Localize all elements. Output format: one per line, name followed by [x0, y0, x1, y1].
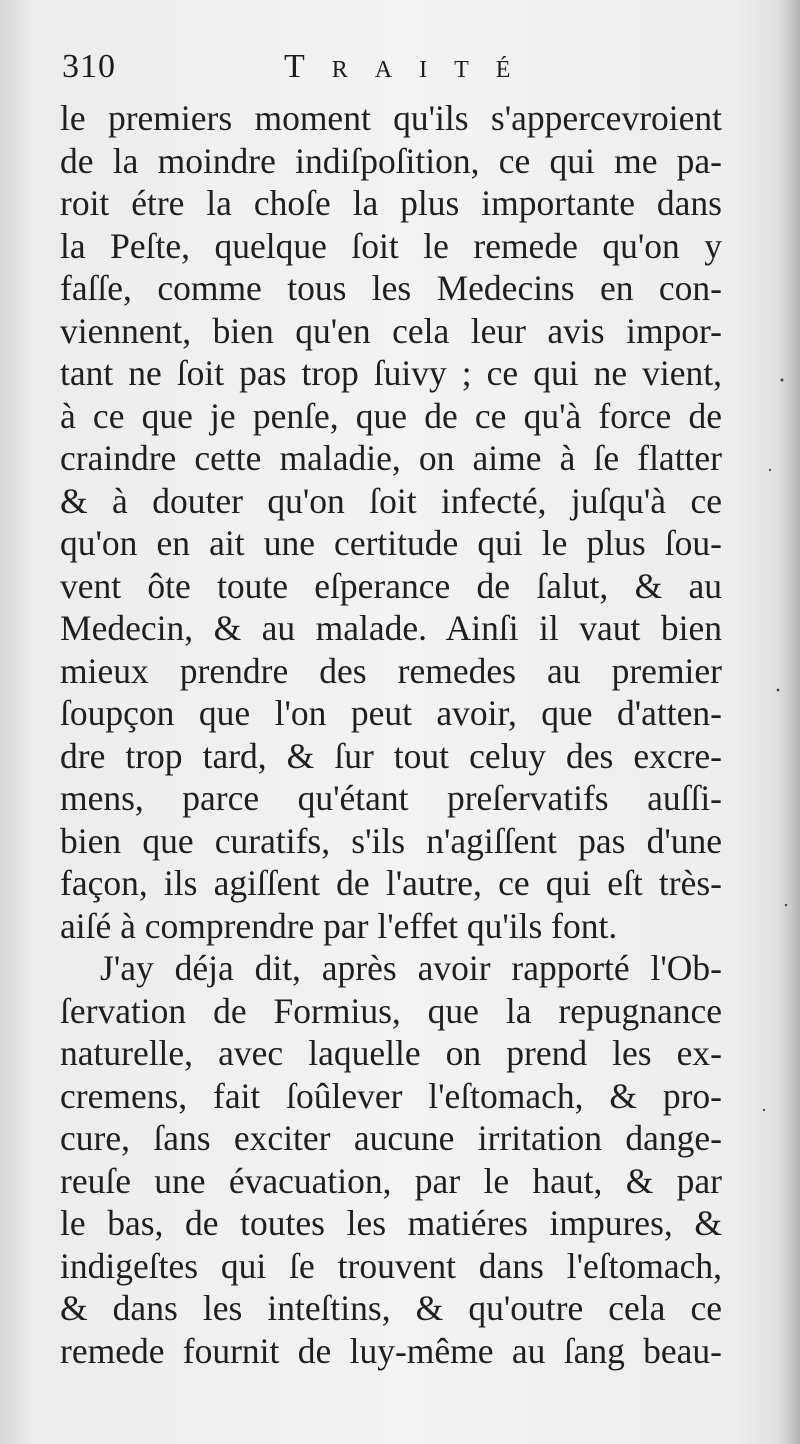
text-line: Medecin, & au malade. Ainſi il vaut bien: [60, 608, 722, 648]
text-line: le bas, de toutes les matiéres impures, &: [60, 1203, 722, 1243]
text-line: & dans les inteſtins, & qu'outre cela ce: [60, 1288, 722, 1328]
text-line: le premiers moment qu'ils s'appercevroient: [60, 98, 722, 138]
text-line: aiſé à comprendre par l'effet qu'ils font.: [60, 905, 618, 946]
text-line: reuſe une évacuation, par le haut, & par: [60, 1160, 722, 1201]
text-line: bien que curatifs, s'ils n'agiſſent pas d'une: [60, 820, 722, 861]
text-line: qu'on en ait une certitude qui le plus ſou-: [60, 523, 722, 563]
text-line: roit étre la choſe la plus importante dans: [60, 183, 722, 223]
text-line: mieux prendre des remedes au premier: [60, 650, 722, 691]
text-line: naturelle, avec laquelle on prend les ex-: [60, 1033, 722, 1073]
text-line: indigeſtes qui ſe trouvent dans l'eſtomach,: [60, 1245, 722, 1286]
text-line: mens, parce qu'étant preſervatifs auſſi-: [60, 778, 722, 818]
text-line: faſſe, comme tous les Medecins en con-: [60, 268, 722, 308]
text-line: vent ôte toute eſperance de ſalut, & au: [60, 565, 722, 606]
text-line: ſervation de Formius, que la repugnance: [60, 990, 722, 1031]
text-line: cure, ſans exciter aucune irritation dange-: [60, 1118, 722, 1158]
text-line: viennent, bien qu'en cela leur avis impor-: [60, 310, 722, 351]
paragraph-1: [60, 97, 722, 947]
text-line: craindre cette maladie, on aime à ſe flatter: [60, 438, 722, 478]
text-line: & à douter qu'on ſoit infecté, juſqu'à ce: [60, 480, 722, 521]
text-line: tant ne ſoit pas trop ſuivy ; ce qui ne vient,: [60, 353, 722, 393]
margin-specks-decoration: [752, 0, 792, 1444]
paragraph-2: [60, 947, 722, 1372]
text-line: J'ay déja dit, après avoir rapporté l'Ob-: [100, 948, 722, 988]
text-line: remede fournit de luy-même au ſang beau-: [60, 1330, 722, 1371]
text-line: dre trop tard, & ſur tout celuy des excre-: [60, 735, 722, 776]
text-line: cremens, fait ſoûlever l'eſtomach, & pro-: [60, 1075, 722, 1116]
page-header: [62, 42, 732, 92]
text-line: à ce que je penſe, que de ce qu'à force de: [60, 395, 722, 436]
text-line: la Peſte, quelque ſoit le remede qu'on y: [60, 225, 722, 266]
running-title: Traité: [284, 48, 538, 85]
text-line: ſoupçon que l'on peut avoir, que d'atten-: [60, 693, 722, 733]
body-text: [60, 97, 722, 1372]
text-line: façon, ils agiſſent de l'autre, ce qui eſt très-: [60, 863, 722, 903]
page-number: 310: [62, 48, 116, 85]
text-line: de la moindre indiſpoſition, ce qui me pa-: [60, 140, 722, 181]
